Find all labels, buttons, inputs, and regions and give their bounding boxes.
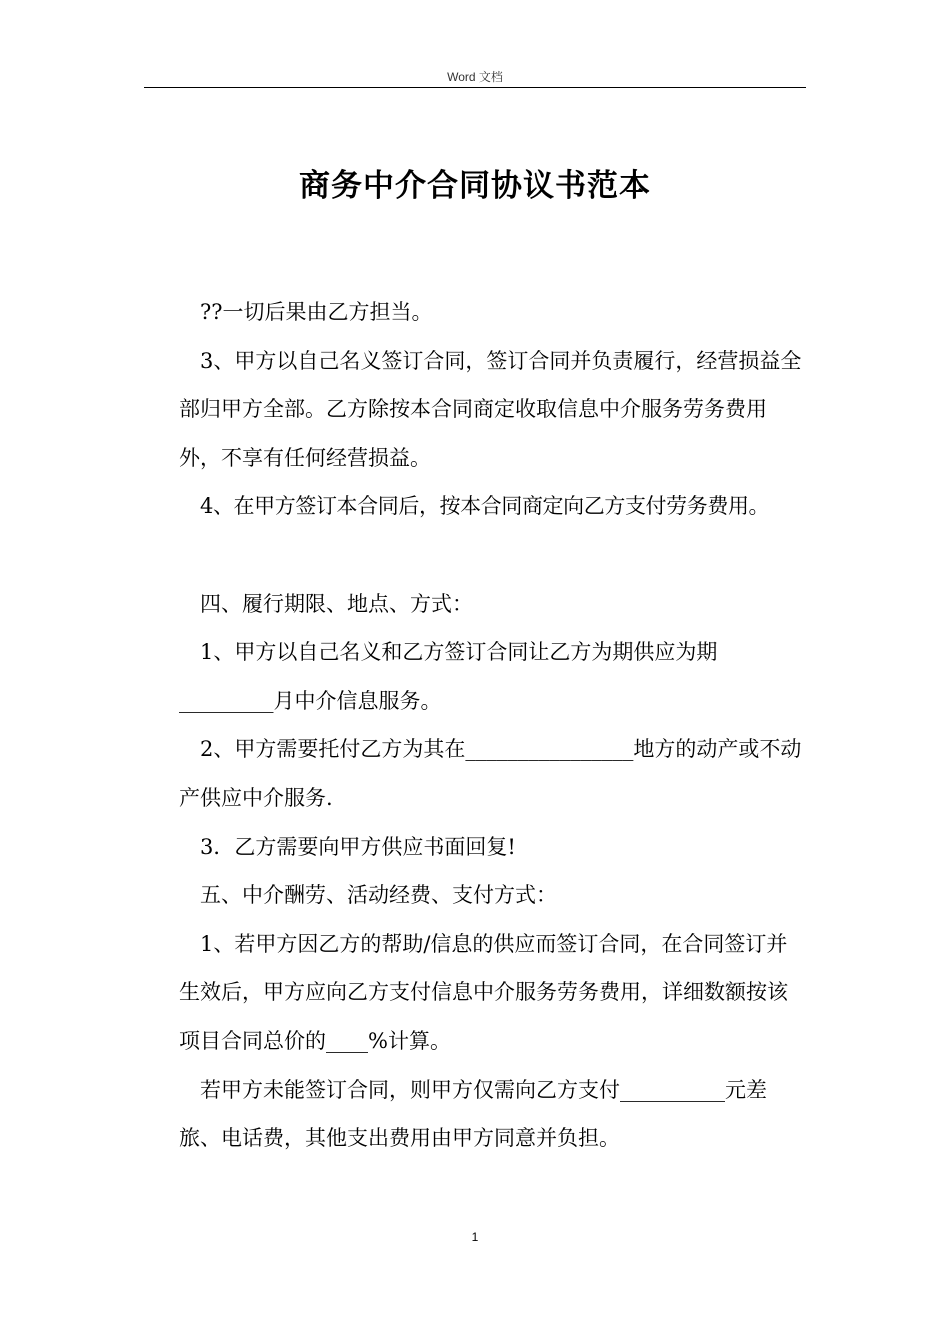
- paragraph-clause-4: 4、在甲方签订本合同后，按本合同商定向乙方支付劳务费用。: [200, 494, 770, 519]
- paragraph-spacer: [179, 531, 805, 580]
- page-header: Word 文档: [447, 70, 503, 84]
- paragraph-remuneration-1: 1、若甲方因乙方的帮助/信息的供应而签订合同，在合同签订并生效后，甲方应向乙方支付信息中介服务劳务费用，详细数额按该项目合同总价的____%计算。: [179, 931, 788, 1053]
- paragraph-remuneration-no-contract: 若甲方未能签订合同，则甲方仅需向乙方支付__________元差旅、电话费，其他支出费用由甲方同意并负担。: [179, 1077, 767, 1151]
- document-body: [179, 288, 805, 1163]
- document-title: 商务中介合同协议书范本: [299, 168, 651, 204]
- paragraph-consequences: ??一切后果由乙方担当。: [200, 300, 433, 324]
- header-divider: [144, 87, 806, 88]
- page-number: 1: [471, 1230, 479, 1244]
- paragraph-clause-3: 3、甲方以自己名义签订合同，签订合同并负责履行，经营损益全部归甲方全部。乙方除按本合同商定收取信息中介服务劳务费用外，不享有任何经营损益。: [179, 348, 802, 470]
- paragraph-term-1: 1、甲方以自己名义和乙方签订合同让乙方为期供应为期_________月中介信息服务。: [179, 640, 718, 713]
- paragraph-term-3: 3．乙方需要向甲方供应书面回复!: [200, 834, 516, 859]
- section-heading-remuneration: 五、中介酬劳、活动经费、支付方式：: [200, 883, 557, 908]
- section-heading-term-place-method: 四、履行期限、地点、方式：: [200, 591, 473, 616]
- paragraph-term-2: 2、甲方需要托付乙方为其在________________地方的动产或不动产供应中介服务.: [179, 737, 802, 810]
